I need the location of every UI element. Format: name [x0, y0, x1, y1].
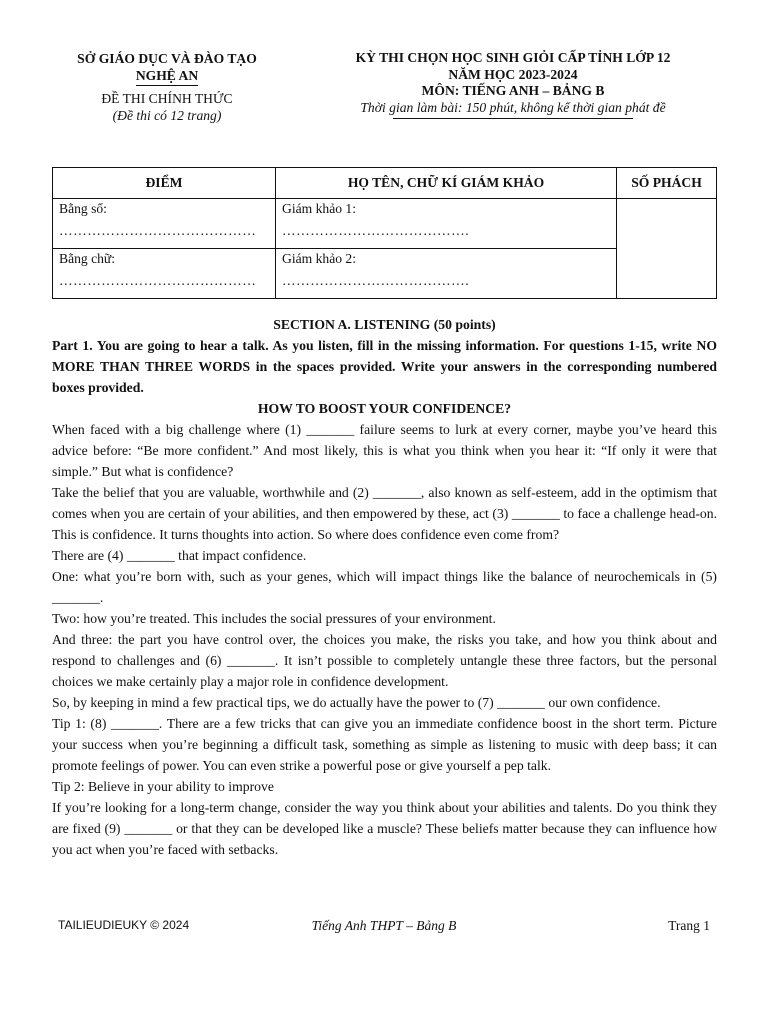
- page-footer: [58, 918, 710, 938]
- examiner-1-dots: ………………………………….: [282, 223, 470, 238]
- code-cell: [617, 199, 717, 299]
- exam-body: [52, 314, 717, 860]
- header-code: SỐ PHÁCH: [617, 168, 717, 199]
- school-year: NĂM HỌC 2023-2024: [448, 66, 578, 82]
- score-table: [52, 167, 717, 299]
- examiner-2-label: Giám khảo 2:: [282, 251, 356, 266]
- header-score: ĐIỂM: [53, 168, 276, 199]
- talk-title: HOW TO BOOST YOUR CONFIDENCE?: [257, 401, 512, 416]
- exam-title: KỲ THI CHỌN HỌC SINH GIỎI CẤP TỈNH LỚP 12: [355, 50, 671, 65]
- paragraph: Tip 2: Believe in your ability to improve: [52, 779, 274, 794]
- header-exam-info: [318, 50, 708, 119]
- paragraph: Tip 1: (8) _______. There are a few tricks that can give you an immediate confidence boost in the short term. Picture your success when you’re beginning a difficult task, something as simple as listening to music with deep bass; it can promote feelings of power. You can even strike a powerful pose or give yourself a pep talk.: [52, 716, 717, 773]
- paragraph: So, by keeping in mind a few practical tips, we do actually have the power to (7) _______ our own confidence.: [52, 695, 661, 710]
- footer-subject: Tiếng Anh THPT – Bảng B: [311, 918, 457, 933]
- paragraph: Two: how you’re treated. This includes the social pressures of your environment.: [52, 611, 496, 626]
- paragraph: If you’re looking for a long-term change, consider the way you think about your abilities and talents. Do you think they are fixed (9) _______ or that they can be developed like a muscle? These beliefs matter because they can influence how you act when you’re faced with setbacks.: [52, 800, 717, 857]
- score-in-words-cell: [53, 249, 276, 299]
- examiner-2-cell: [276, 249, 617, 299]
- paragraph: When faced with a big challenge where (1) _______ failure seems to lurk at every corner, maybe you’ve heard this advice before: “Be more confident.” And most likely, this is what you think when you hear it: “If only it were that simple.” But what is confidence?: [52, 422, 717, 479]
- examiner-2-dots: ………………………………….: [282, 273, 470, 288]
- score-in-numbers-dots: ……………………………………: [59, 223, 257, 238]
- footer-page-number: Trang 1: [668, 918, 710, 933]
- paragraph: One: what you’re born with, such as your genes, which will impact things like the balance of neurochemicals in (5) _______.: [52, 569, 717, 605]
- time-allowed: Thời gian làm bài: 150 phút, không kể thời gian phát đề: [360, 99, 666, 115]
- official-exam-label: ĐỀ THI CHÍNH THỨC: [101, 91, 233, 106]
- header-department: [52, 50, 282, 124]
- page-count-note: (Đề thi có 12 trang): [112, 108, 222, 123]
- score-in-words-label: Bằng chữ:: [59, 251, 116, 266]
- score-table-header: [53, 168, 717, 199]
- province-name: NGHỆ AN: [136, 67, 198, 86]
- score-in-numbers-label: Bằng số:: [59, 201, 107, 216]
- header-rule: [393, 118, 633, 119]
- score-in-numbers-cell: [53, 199, 276, 249]
- footer-copyright: TAILIEUDIEUKY © 2024: [58, 918, 190, 932]
- section-title: SECTION A. LISTENING (50 points): [273, 317, 496, 332]
- paragraph: Take the belief that you are valuable, worthwhile and (2) _______, also known as self-esteem, add in the optimism that comes when you are certain of your abilities, and then empowered by these, act (3) _______ to face a challenge head-on. This is confidence. It turns thoughts into action. So where does confidence even come from?: [52, 485, 717, 542]
- score-in-words-dots: ……………………………………: [59, 273, 257, 288]
- header-examiner: HỌ TÊN, CHỮ KÍ GIÁM KHẢO: [276, 168, 617, 199]
- paragraph: And three: the part you have control over, the choices you make, the risks you take, and how you think about and respond to challenges and (6) _______. It isn’t possible to completely untangle these three factors, but the personal choices we make certainly play a major role in confidence development.: [52, 632, 717, 689]
- table-row: [53, 199, 717, 249]
- part-instruction: Part 1. You are going to hear a talk. As you listen, fill in the missing information. For questions 1-15, write NO MORE THAN THREE WORDS in the spaces provided. Write your answers in the corresponding numbered boxes provided.: [52, 338, 717, 395]
- examiner-1-label: Giám khảo 1:: [282, 201, 356, 216]
- examiner-1-cell: [276, 199, 617, 249]
- paragraph: There are (4) _______ that impact confidence.: [52, 548, 307, 563]
- department-name: SỞ GIÁO DỤC VÀ ĐÀO TẠO: [77, 51, 257, 66]
- subject: MÔN: TIẾNG ANH – BẢNG B: [421, 83, 605, 98]
